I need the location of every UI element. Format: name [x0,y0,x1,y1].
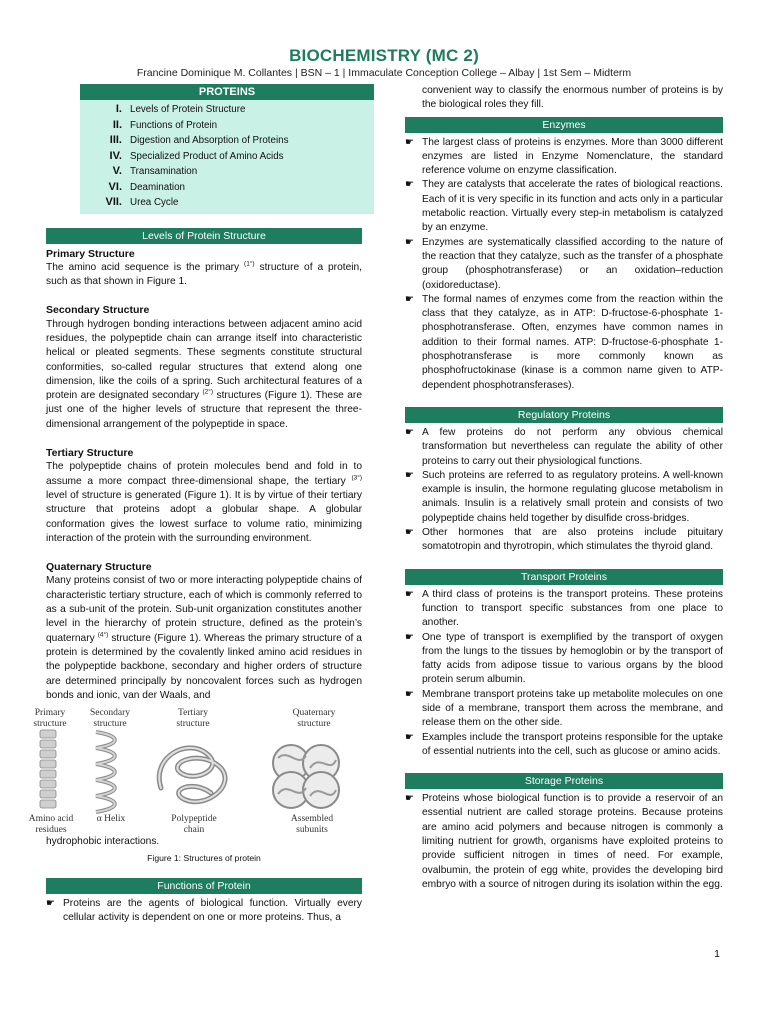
subheading-quaternary: Quaternary Structure [46,561,152,574]
bullet-text: Enzymes are systematically classified according to the nature of the reaction that they catalyze, such as the transfer of a phosphate group (phosphotransferase) or an oxidation–reduction (oxidoreductase). [422,236,723,291]
paragraph-tertiary [46,460,362,546]
toc-item [80,164,374,180]
toc-item-number: III. [109,134,122,146]
bullet-item [405,688,723,731]
bullet-item [405,178,723,235]
figure-label-top: Secondary structure [89,708,131,729]
pointing-hand-icon: ☛ [405,293,414,305]
bullet-text: Proteins are the agents of biological function. Virtually every cellular activity is dependent on one or more proteins. Thus, a [63,897,362,923]
superscript: (3°) [351,474,362,482]
toc-item-label: Deamination [130,181,186,193]
section-bar-storage: Storage Proteins [405,773,723,789]
section-bar-transport: Transport Proteins [405,569,723,585]
figure-label-top: Quaternary structure [292,708,336,729]
toc-list [80,100,374,214]
bullet-item [46,897,362,926]
document-subtitle: Francine Dominique M. Collantes | BSN – 1 | Immaculate Conception College – Albay | 1st Sem – Midterm [136,67,632,79]
bullet-item [405,293,723,393]
bullet-item [405,588,723,631]
table-of-contents [80,84,374,214]
pointing-hand-icon: ☛ [405,631,414,643]
amino-acid-chain-drawing [40,730,56,808]
pointing-hand-icon: ☛ [46,897,55,909]
bullet-text: The largest class of proteins is enzymes. More than 3000 different enzymes are listed in Enzyme Nomenclature, the standard reference volume on enzyme classification. [422,136,723,177]
toc-item-label: Digestion and Absorption of Proteins [130,135,289,146]
superscript: (4°) [97,631,109,639]
bullet-item [405,792,723,892]
section-bar-levels: Levels of Protein Structure [46,228,362,244]
bullet-text: Examples include the transport proteins responsible for the uptake of essential nutrients into the cell, such as glucose or amino acids. [422,731,723,757]
bullet-text: Membrane transport proteins take up metabolite molecules on one side of a membrane, transport them across the membrane, and release them on the other side. [422,688,723,729]
toc-item-label: Functions of Protein [130,119,218,131]
toc-item [80,195,374,211]
paragraph-quaternary [46,574,362,703]
toc-item-label: Urea Cycle [130,197,179,208]
bullet-item [405,631,723,688]
toc-item-number: V. [112,165,122,177]
right-column [405,84,723,892]
superscript: (1°) [244,260,255,268]
left-column [28,84,362,925]
figure-label-bottom: α Helix [96,814,126,825]
pointing-hand-icon: ☛ [405,136,414,148]
text-run: level of structure is generated (Figure 1). It is by virtue of their tertiary structure that proteins adopt a globular shape. A globular conformation gives the lowest surface to volume ratio, minimizing interaction of the protein with the surrounding environment. [46,489,362,544]
figure-label-top: Primary structure [33,708,67,729]
pointing-hand-icon: ☛ [405,527,414,539]
bullet-item [405,526,723,555]
toc-item-label: Levels of Protein Structure [130,104,246,115]
toc-item [80,149,374,165]
protein-structure-figure [26,708,366,833]
figure-caption: Figure 1: Structures of protein [147,853,261,864]
figure-label-bottom: Amino acid residues [28,814,74,835]
text-run: Many proteins consist of two or more interacting polypeptide chains of characteristic tertiary structure, each of which is commonly referred to as a sub-unit of the protein. Sub-unit organization constitutes another level in the hierarchy of protein structure, defined as the protein’s quaternary [46,575,362,644]
paragraph-primary [46,261,362,290]
toc-item-number: VI. [108,180,122,193]
pointing-hand-icon: ☛ [405,469,414,481]
figure-label-bottom: Assembled subunits [290,814,334,835]
text-run: Through hydrogen bonding interactions between adjacent amino acid residues, the polypeptide chain can arrange itself into characteristic helical or pleated segments. These segments constitute structural conformities, so-called regular structures that extend along one dimension, like the coils of a spring. Such architectural features of a protein are designated secondary [46,318,362,402]
bullet-item [405,236,723,293]
bullet-text: The formal names of enzymes come from the reaction within the class that they catalyze, as in ATP: D-fructose-6-phosphate 1-phosphotransferase. Often, enzymes have common names in addition to their formal names. ATP: D-fructose-6-phosphate 1-phosphotransferase is more commonly known as phosphofructokinase (kinase is a common name given to ATP-dependent phosphotransferases). [422,293,723,391]
bullet-item [405,731,723,760]
toc-item-number: I. [115,103,122,115]
document-title: BIOCHEMISTRY (MC 2) [289,46,479,65]
bullet-text: Proteins whose biological function is to provide a reservoir of an essential nutrient are called storage proteins. Because proteins are amino acid polymers and because nitrogen is commonly a limiting nutrient for growth, organisms have exploited proteins to provide sufficient nitrogen in times of need. For example, ovalbumin, the protein of egg white, provides the developing bird embryo with a source of nitrogen during its isolation within the egg. [422,793,723,890]
toc-heading: PROTEINS [80,84,374,100]
toc-item-number: VII. [105,196,122,208]
pointing-hand-icon: ☛ [405,236,414,248]
bullet-item [405,426,723,469]
paragraph-functions-continued: convenient way to classify the enormous number of proteins is by the biological roles they fill. [422,85,723,111]
page-number: 1 [714,948,720,960]
pointing-hand-icon: ☛ [405,793,414,805]
toc-item [80,180,374,196]
bullet-text: Such proteins are referred to as regulatory proteins. A well-known example is insulin, the hormone regulating glucose metabolism in animals. Insulin is a relatively small protein and consists of two polypeptide chains held together by disulfide cross-bridges. [422,469,723,524]
text-run: structures (Figure 1). These are just one of the higher levels of structure that represent the three-dimensional arrangement of the polypeptide in space. [46,390,362,430]
section-bar-regulatory: Regulatory Proteins [405,407,723,423]
toc-item [80,133,374,149]
figure-label-bottom: Polypeptide chain [171,814,217,835]
pointing-hand-icon: ☛ [405,731,414,743]
paragraph-quaternary-end: hydrophobic interactions. [46,836,160,848]
figure-label-top: Tertiary structure [176,708,210,729]
bullet-item [405,469,723,526]
bullet-item [405,136,723,179]
bullet-text: One type of transport is exemplified by the transport of oxygen from the lungs to the tissues by hemoglobin or by the transport of fatty acids from adipose tissue to various organs by the blood protein serum albumin. [422,631,723,686]
pointing-hand-icon: ☛ [405,426,414,438]
pointing-hand-icon: ☛ [405,688,414,700]
toc-item-number: IV. [109,149,122,162]
subheading-primary: Primary Structure [46,247,135,260]
toc-item [80,102,374,118]
toc-item-label: Specialized Product of Amino Acids [130,150,284,162]
text-run: The amino acid sequence is the primary [46,261,240,273]
section-bar-enzymes: Enzymes [405,117,723,133]
bullet-text: Other hormones that are also proteins include pituitary somatotropin and thyrotropin, which stimulates the thyroid gland. [422,527,723,553]
bullet-text: They are catalysts that accelerate the rates of biological reactions. Each of it is very specific in its function and acts only in a particular metabolic reaction. Virtually every step-in metabolism is catalyzed by an enzyme. [422,179,723,234]
bullet-text: A third class of proteins is the transport proteins. These proteins function to transport specific substances from one place to another. [422,588,723,629]
subheading-tertiary: Tertiary Structure [46,447,134,460]
superscript: (2°) [202,388,214,396]
text-run: structure (Figure 1). Whereas the primary structure of a protein is determined by the covalently linked amino acid residues in the polypeptide backbone, secondary and higher orders of structure are determined principally by noncovalent forces such as hydrogen bonds and ionic, van der Waals, and [46,632,362,701]
pointing-hand-icon: ☛ [405,588,414,600]
section-bar-functions: Functions of Protein [46,878,362,894]
subheading-secondary: Secondary Structure [46,304,150,317]
pointing-hand-icon: ☛ [405,179,414,191]
text-run: The polypeptide chains of protein molecules bend and fold in to assume a more compact three-dimensional shape, the tertiary [46,461,362,487]
toc-item [80,118,374,134]
paragraph-secondary [46,318,362,432]
toc-item-number: II. [112,118,122,131]
bullet-text: A few proteins do not perform any obvious chemical transformation but nevertheless can regulate the ability of other proteins to carry out their physiological functions. [422,426,723,467]
toc-item-label: Transamination [130,166,198,177]
text-run: structure of a protein, such as that shown in Figure 1. [46,261,362,288]
